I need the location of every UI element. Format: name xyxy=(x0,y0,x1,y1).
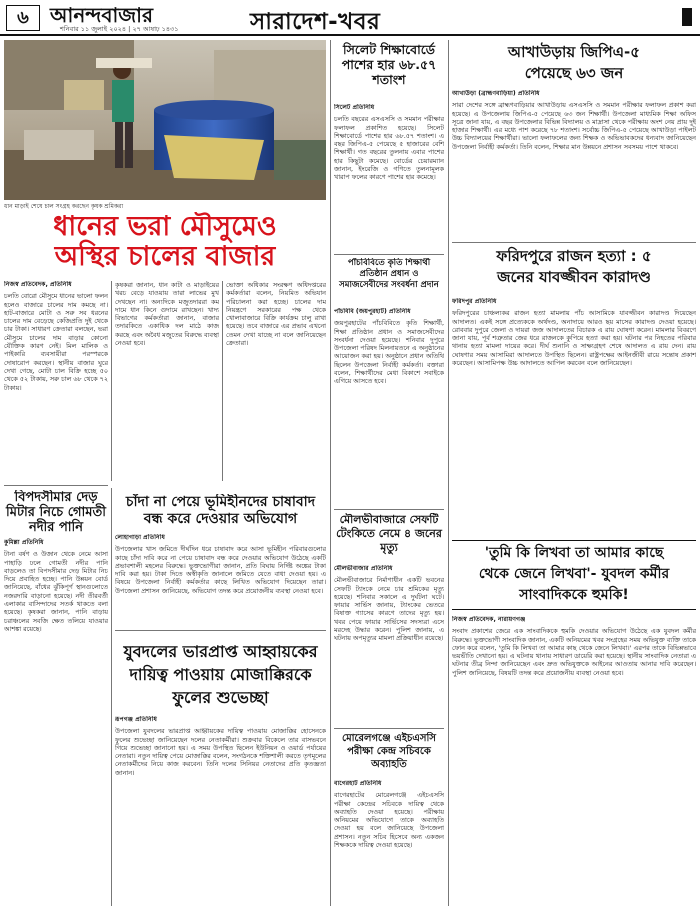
threat-headline-block xyxy=(452,540,696,610)
gomoti-story xyxy=(4,490,108,905)
achievers-byline: পাঁচবিবি (জয়পুরহাট) প্রতিনিধি xyxy=(334,308,411,315)
gomoti-byline: কুমিল্লা প্রতিনিধি xyxy=(4,539,44,546)
masthead xyxy=(0,0,700,36)
rice-byline: নিজস্ব প্রতিবেদক, প্রতিনিধি xyxy=(4,281,72,288)
achievers-story xyxy=(334,308,444,506)
faridpur-headline-line2: জনের যাবজ্জীবন কারাদণ্ড xyxy=(497,268,651,286)
rice-paragraph-3: ভোক্তা অধিকার সংরক্ষণ অধিদপ্তরের কর্মকর্তারা বলেন, নিয়মিত অভিযান পরিচালনা করা হচ্ছে। চালের দাম নিয়ন্ত্রণে সরকারের পক্ষ থেকে খোলাবাজারে বিক্রি কার্যক্রম চালু রাখা হয়েছে। তবে বাজারে এর প্রভাব এখনো তেমন দেখা যাচ্ছে না বলে জানিয়েছেন ক্রেতারা। xyxy=(226,281,326,348)
jubodal-headline-line3: ফুলের শুভেচ্ছা xyxy=(172,688,269,707)
faridpur-byline: ফরিদপুর প্রতিনিধি xyxy=(452,298,497,305)
morelganj-headline-block xyxy=(334,732,444,776)
sylhet-headline-block xyxy=(334,42,444,102)
jubodal-headline-block xyxy=(115,640,326,712)
akhaura-story xyxy=(452,90,696,238)
rice-headline-line2: অস্থির চালের বাজার xyxy=(54,241,276,272)
sylhet-headline: সিলেট শিক্ষাবোর্ডে পাশের হার ৬৮.৫৭ শতাংশ xyxy=(341,42,437,87)
jubodal-headline-line1: যুবদলের ভারপ্রাপ্ত আহ্বায়কের xyxy=(123,642,318,661)
moulvibazar-headline: মৌলভীবাজারে সেফটি টেংকিতে নেমে ৪ জনের মৃত্যু xyxy=(336,513,442,554)
landless-headline-block xyxy=(115,494,326,530)
threat-story xyxy=(452,616,696,906)
rice-paragraph-2: কৃষকরা জানান, ধান কাটা ও মাড়াইয়ের খরচ বেড়ে যাওয়ায় তারা লাভের মুখ দেখছেন না। অন্যদিকে মজুতদাররা কম দামে ধান কিনে গুদামে রাখছেন। খাদ্য বিভাগের কর্মকর্তারা জানান, বাজার তদারকিতে একাধিক দল মাঠে কাজ করছে এবং অবৈধ মজুতের বিরুদ্ধে ব্যবস্থা নেওয়া হবে। xyxy=(115,281,219,348)
page-number: ৬ xyxy=(6,5,40,31)
moulvibazar-byline: মৌলভীবাজার প্রতিনিধি xyxy=(334,565,393,572)
threat-headline-line1: 'তুমি কি লিখবা তা আমার কাছে xyxy=(484,545,664,561)
faridpur-text: ফরিদপুরের চাঞ্চল্যকর রাজন হত্যা মামলায় পাঁচ আসামিকে যাবজ্জীবন কারাদণ্ড দিয়েছেন আদালত। একই সঙ্গে প্রত্যেককে অর্থদণ্ড, অনাদায়ে আরও ছয় মাসের কারাদণ্ড দেওয়া হয়েছে। রোববার দুপুরে জেলা ও দায়রা জজ আদালতের বিচারক এ রায় ঘোষণা করেন। মামলার বিবরণে জানা যায়, পূর্ব শত্রুতার জের ধরে রাজনকে কুপিয়ে হত্যা করা হয়। ঘটনার পর নিহতের পরিবার থানায় হত্যা মামলা দায়ের করে। দীর্ঘ শুনানি ও সাক্ষ্যগ্রহণ শেষে আদালত এ রায় দেন। রায় ঘোষণার সময় আসামিরা আদালতে উপস্থিত ছিলেন। রাষ্ট্রপক্ষের আইনজীবী রায়ে সন্তোষ প্রকাশ করেছেন। আসামিপক্ষ উচ্চ আদালতে আপিল করবেন বলে জানিয়েছেন। xyxy=(452,309,696,368)
threat-byline: নিজস্ব প্রতিবেদক, নারায়ণগঞ্জ xyxy=(452,616,526,623)
achievers-headline-block xyxy=(334,258,444,306)
faridpur-story xyxy=(452,298,696,530)
morelganj-story xyxy=(334,780,444,906)
photo-caption: ধান মাড়াই শেষে চাল সংগ্রহ করছেন কৃষক শ্রমিকরা xyxy=(4,203,124,210)
akhaura-headline-line1: আখাউড়ায় জিপিএ-৫ xyxy=(507,43,641,61)
moulvibazar-text: মৌলভীবাজারে নির্মাণাধীন একটি ভবনের সেফটি ট্যাংকে নেমে চার শ্রমিকের মৃত্যু হয়েছে। শনিবার সকালে এ দুর্ঘটনা ঘটে। ফায়ার সার্ভিস জানায়, ট্যাংকের ভেতরে বিষাক্ত গ্যাসের কারণে তাদের মৃত্যু হয়। খবর পেয়ে ফায়ার সার্ভিসের সদস্যরা এসে মরদেহ উদ্ধার করেন। পুলিশ জানায়, এ ঘটনায় অপমৃত্যুর মামলা প্রক্রিয়াধীন রয়েছে। xyxy=(334,576,444,643)
achievers-headline: পাঁচবিবিতে কৃতি শিক্ষার্থী প্রতিষ্ঠান প্রধান ও সমাজসেবীদের সংবর্ধনা প্রদান xyxy=(339,258,439,290)
gomoti-text: টানা বর্ষণ ও উজান থেকে নেমে আসা পাহাড়ি ঢলে গোমতী নদীর পানি বাড়লেও তা বিপদসীমার দেড় মিটার নিচ দিয়ে প্রবাহিত হচ্ছে। পানি উন্নয়ন বোর্ড জানিয়েছে, বাঁধের ঝুঁকিপূর্ণ স্থানগুলোতে নজরদারি বাড়ানো হয়েছে। নদী তীরবর্তী এলাকার বাসিন্দাদের সতর্ক থাকতে বলা হয়েছে। কৃষকরা জানান, পানি বাড়ায় চরাঞ্চলের সবজি ক্ষেত তলিয়ে যাওয়ার আশঙ্কা রয়েছে। xyxy=(4,550,108,633)
akhaura-byline: আখাউড়া (ব্রাহ্মণবাড়িয়া) প্রতিনিধি xyxy=(452,90,540,97)
morelganj-headline: মোরেলগঞ্জে এইচএসসি পরীক্ষা কেন্দ্র সচিবকে অব্যাহতি xyxy=(342,733,436,770)
paper-date: শনিবার ১১ জুলাই ২০২৪ | ২৭ আষাঢ় ১৪৩১ xyxy=(60,25,179,33)
section-title: সারাদেশ-খবর xyxy=(250,9,381,35)
gomoti-headline: বিপদসীমার দেড় মিটার নিচে গোমতী নদীর পানি xyxy=(6,490,106,535)
rice-worker-photo xyxy=(4,40,326,200)
rice-story-col2 xyxy=(115,281,219,481)
rice-story-col1 xyxy=(4,281,108,481)
morelganj-text: বাগেরহাটের মোরেলগঞ্জে এইচএসসি পরীক্ষা কেন্দ্রের সচিবকে দায়িত্ব থেকে অব্যাহতি দেওয়া হয়েছে। পরীক্ষায় অনিয়মের অভিযোগে তাকে অব্যাহতি দেওয়া হয় বলে জানিয়েছে উপজেলা প্রশাসন। নতুন সচিব হিসেবে অন্য একজন শিক্ষককে দায়িত্ব দেওয়া হয়েছে। xyxy=(334,791,444,850)
jubodal-story xyxy=(115,716,326,906)
masthead-marker xyxy=(682,8,692,26)
morelganj-byline: বাগেরহাট প্রতিনিধি xyxy=(334,780,382,787)
threat-headline-line2: থেকে জেনে লিখবা'- যুবদল কর্মীর xyxy=(478,566,670,582)
landless-headline-line2: বন্ধ করে দেওয়ার অভিযোগ xyxy=(143,511,298,527)
sylhet-story xyxy=(334,104,444,252)
moulvibazar-story xyxy=(334,565,444,725)
achievers-text: জয়পুরহাটের পাঁচবিবিতে কৃতি শিক্ষার্থী, শিক্ষা প্রতিষ্ঠান প্রধান ও সমাজসেবীদের সংবর্ধনা দেওয়া হয়েছে। শনিবার দুপুরে উপজেলা পরিষদ মিলনায়তনে এ অনুষ্ঠানের আয়োজন করা হয়। অনুষ্ঠানে প্রধান অতিথি ছিলেন উপজেলা নির্বাহী কর্মকর্তা। বক্তারা বলেন, শিক্ষার্থীদের মেধা বিকাশে সবাইকে এগিয়ে আসতে হবে। xyxy=(334,319,444,386)
sylhet-text: চলতি বছরের এসএসসি ও সমমান পরীক্ষার ফলাফল প্রকাশিত হয়েছে। সিলেট শিক্ষাবোর্ডে পাশের হার ৬৮.৫৭ শতাংশ। এ বছর জিপিএ-৫ পেয়েছে ৫ হাজারের বেশি শিক্ষার্থী। গত বছরের তুলনায় এবার পাশের হার কিছুটা কমেছে। বোর্ডের চেয়ারম্যান জানান, ইংরেজি ও গণিতে তুলনামূলক খারাপ ফলের কারণে পাশের হার কমেছে। xyxy=(334,115,444,182)
lead-photo xyxy=(4,40,326,200)
paper-name: আনন্দবাজার xyxy=(50,3,153,27)
rice-headline-line1: ধানের ভরা মৌসুমেও xyxy=(53,212,277,242)
jubodal-byline: রূপগঞ্জ প্রতিনিধি xyxy=(115,716,157,723)
moulvibazar-headline-block xyxy=(334,513,444,561)
akhaura-headline-line2: পেয়েছে ৬৩ জন xyxy=(524,64,624,82)
akhaura-text: সারা দেশের সঙ্গে ব্রাহ্মণবাড়িয়ার আখাউড়ায় এসএসসি ও সমমান পরীক্ষার ফলাফল প্রকাশ করা হয়েছে। এ উপজেলায় জিপিএ-৫ পেয়েছে ৬৩ জন শিক্ষার্থী। উপজেলা মাধ্যমিক শিক্ষা অফিস সূত্রে জানা যায়, এ বছর উপজেলার বিভিন্ন বিদ্যালয় ও মাদ্রাসা থেকে পরীক্ষায় অংশ নেয় প্রায় দুই হাজার শিক্ষার্থী। এর মধ্যে পাশ করেছে ৭৮ শতাংশ। সর্বোচ্চ জিপিএ-৫ পেয়েছে আখাউড়া পাইলট উচ্চ বিদ্যালয়ের শিক্ষার্থীরা। ভালো ফলাফলের জন্য শিক্ষক ও অভিভাবকদের ধন্যবাদ জানিয়েছেন উপজেলা নির্বাহী কর্মকর্তা। তিনি বলেন, শিক্ষার মান উন্নয়নে প্রশাসন সবসময় পাশে থাকবে। xyxy=(452,101,696,151)
landless-text: উপজেলার খাস জমিতে দীর্ঘদিন ধরে চাষাবাদ করে আসা ভূমিহীন পরিবারগুলোর কাছে চাঁদা দাবি করে না পেয়ে চাষাবাদ বন্ধ করে দেওয়ার অভিযোগ উঠেছে একটি প্রভাবশালী মহলের বিরুদ্ধে। ভুক্তভোগীরা জানান, প্রতি বিঘায় নির্দিষ্ট অঙ্কের টাকা দাবি করা হয়। টাকা দিতে অস্বীকৃতি জানালে জমিতে যেতে বাধা দেওয়া হয়। এ বিষয়ে উপজেলা নির্বাহী কর্মকর্তার কাছে লিখিত অভিযোগ দিয়েছেন তারা। উপজেলা প্রশাসন জানিয়েছে, অভিযোগ তদন্ত করে প্রয়োজনীয় ব্যবস্থা নেওয়া হবে। xyxy=(115,545,326,595)
sylhet-byline: সিলেট প্রতিনিধি xyxy=(334,104,375,111)
rice-paragraph-1: চলতি বোরো মৌসুমে ধানের ভালো ফলন হলেও বাজারে চালের দাম কমছে না। হাট-বাজারে মোটা ও সরু সব ধরনের চালের দাম বেড়েছে কেজিপ্রতি দুই থেকে চার টাকা। সাধারণ ক্রেতারা বলছেন, ভরা মৌসুমে চালের দাম বাড়ার কোনো যৌক্তিক কারণ নেই। মিল মালিক ও পাইকারি ব্যবসায়ীরা পরস্পরকে দোষারোপ করছেন। স্থানীয় বাজার ঘুরে দেখা গেছে, মোটা চাল বিক্রি হচ্ছে ৫০ থেকে ৫২ টাকায়, সরু চাল ৬৮ থেকে ৭২ টাকায়। xyxy=(4,292,108,392)
threat-text: সংবাদ প্রকাশের জেরে এক সাংবাদিককে হুমকি দেওয়ার অভিযোগ উঠেছে এক যুবদল কর্মীর বিরুদ্ধে। ভুক্তভোগী সাংবাদিক জানান, একটি অনিয়মের খবর সংগ্রহের সময় অভিযুক্ত ব্যক্তি তাকে ফোন করে বলেন, 'তুমি কি লিখবা তা আমার কাছ থেকে জেনে লিখবা।' এরপর তাকে বিভিন্নভাবে ভয়ভীতি দেখানো হয়। এ ঘটনায় থানায় সাধারণ ডায়েরি করা হয়েছে। স্থানীয় সাংবাদিক নেতারা এ ঘটনার তীব্র নিন্দা জানিয়েছেন এবং দ্রুত অভিযুক্তকে আইনের আওতায় আনার দাবি করেছেন। পুলিশ জানিয়েছে, বিষয়টি তদন্ত করে প্রয়োজনীয় ব্যবস্থা নেওয়া হবে। xyxy=(452,627,696,677)
landless-story xyxy=(115,534,326,626)
jubodal-headline-line2: দায়িত্ব পাওয়ায় মোজাক্কিরকে xyxy=(129,665,312,684)
rice-story-col3 xyxy=(226,281,326,481)
rice-headline-block xyxy=(4,212,326,276)
akhaura-headline-block xyxy=(452,42,696,88)
landless-headline-line1: চাঁদা না পেয়ে ভূমিহীনদের চাষাবাদ xyxy=(125,494,316,510)
faridpur-headline-line1: ফরিদপুরে রাজন হত্যা : ৫ xyxy=(496,247,652,265)
jubodal-text: উপজেলা যুবদলের ভারপ্রাপ্ত আহ্বায়কের দায়িত্ব পাওয়ায় মোজাক্কির হোসেনকে ফুলের শুভেচ্ছা জানিয়েছেন দলের নেতাকর্মীরা। শুক্রবার বিকেলে তার বাসভবনে গিয়ে শুভেচ্ছা জানানো হয়। এ সময় উপস্থিত ছিলেন ইউনিয়ন ও ওয়ার্ড পর্যায়ের নেতারা। নতুন দায়িত্ব পেয়ে মোজাক্কির বলেন, সংগঠনকে শক্তিশালী করতে তৃণমূলের নেতাকর্মীদের নিয়ে কাজ করবেন। তিনি দলের সিনিয়র নেতাদের প্রতি কৃতজ্ঞতা জানান। xyxy=(115,727,326,777)
faridpur-headline-block xyxy=(452,246,696,294)
threat-headline-line3: সাংবাদিককে হুমকি! xyxy=(519,587,629,603)
landless-byline: লোহাগাড়া প্রতিনিধি xyxy=(115,534,165,541)
